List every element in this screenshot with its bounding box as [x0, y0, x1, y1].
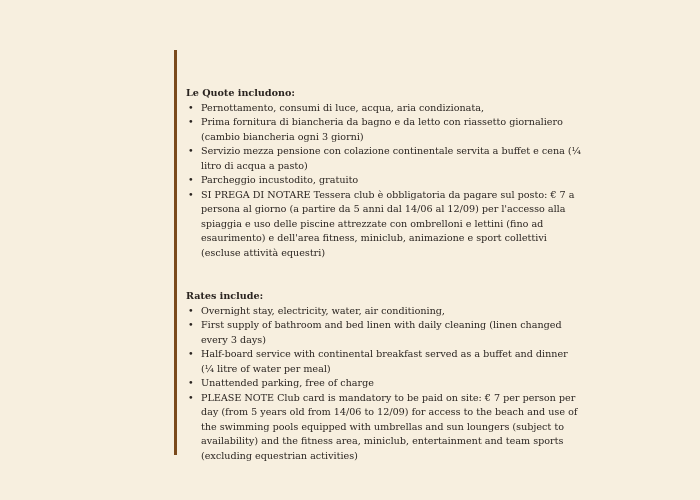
list-item: • Half-board service with continental breakfast served as a buffet and dinner (¼ litre of water per meal) — [201, 348, 581, 377]
list-item: • SI PREGA DI NOTARE Tessera club è obbligatoria da pagare sul posto: € 7 a persona al giorno (a partire da 5 anni dal 14/06 al 12/09) per l'accesso alla spiaggia e uso delle piscine attrezzate con ombrelloni e lettini (fino ad esaurimento) e dell'area fitness, miniclub, animazione e sport collettivi (escluse attività equestri) — [201, 189, 581, 262]
english-section — [186, 290, 581, 464]
vertical-divider-bar — [174, 50, 177, 455]
list-item: • Unattended parking, free of charge — [201, 377, 581, 392]
list-item: • Overnight stay, electricity, water, air conditioning, — [201, 305, 581, 320]
list-item: • Servizio mezza pensione con colazione continentale servita a buffet e cena (¼ litro di acqua a pasto) — [201, 145, 581, 174]
rates-document — [186, 87, 581, 464]
italian-list — [186, 102, 581, 262]
list-item: • Pernottamento, consumi di luce, acqua, aria condizionata, — [201, 102, 581, 117]
list-item: • PLEASE NOTE Club card is mandatory to be paid on site: € 7 per person per day (from 5 years old from 14/06 to 12/09) for access to the beach and use of the swimming pools equipped with umbrellas and sun loungers (subject to availability) and the fitness area, miniclub, entertainment and team sports (excluding equestrian activities) — [201, 392, 581, 465]
english-list — [186, 305, 581, 465]
list-item: • Parcheggio incustodito, gratuito — [201, 174, 581, 189]
italian-section-title: Le Quote includono: — [186, 88, 295, 99]
list-item: • First supply of bathroom and bed linen with daily cleaning (linen changed every 3 days) — [201, 319, 581, 348]
italian-section — [186, 87, 581, 261]
section-spacer — [186, 261, 581, 290]
list-item: • Prima fornitura di biancheria da bagno e da letto con riassetto giornaliero (cambio biancheria ogni 3 giorni) — [201, 116, 581, 145]
english-section-title: Rates include: — [186, 291, 264, 302]
